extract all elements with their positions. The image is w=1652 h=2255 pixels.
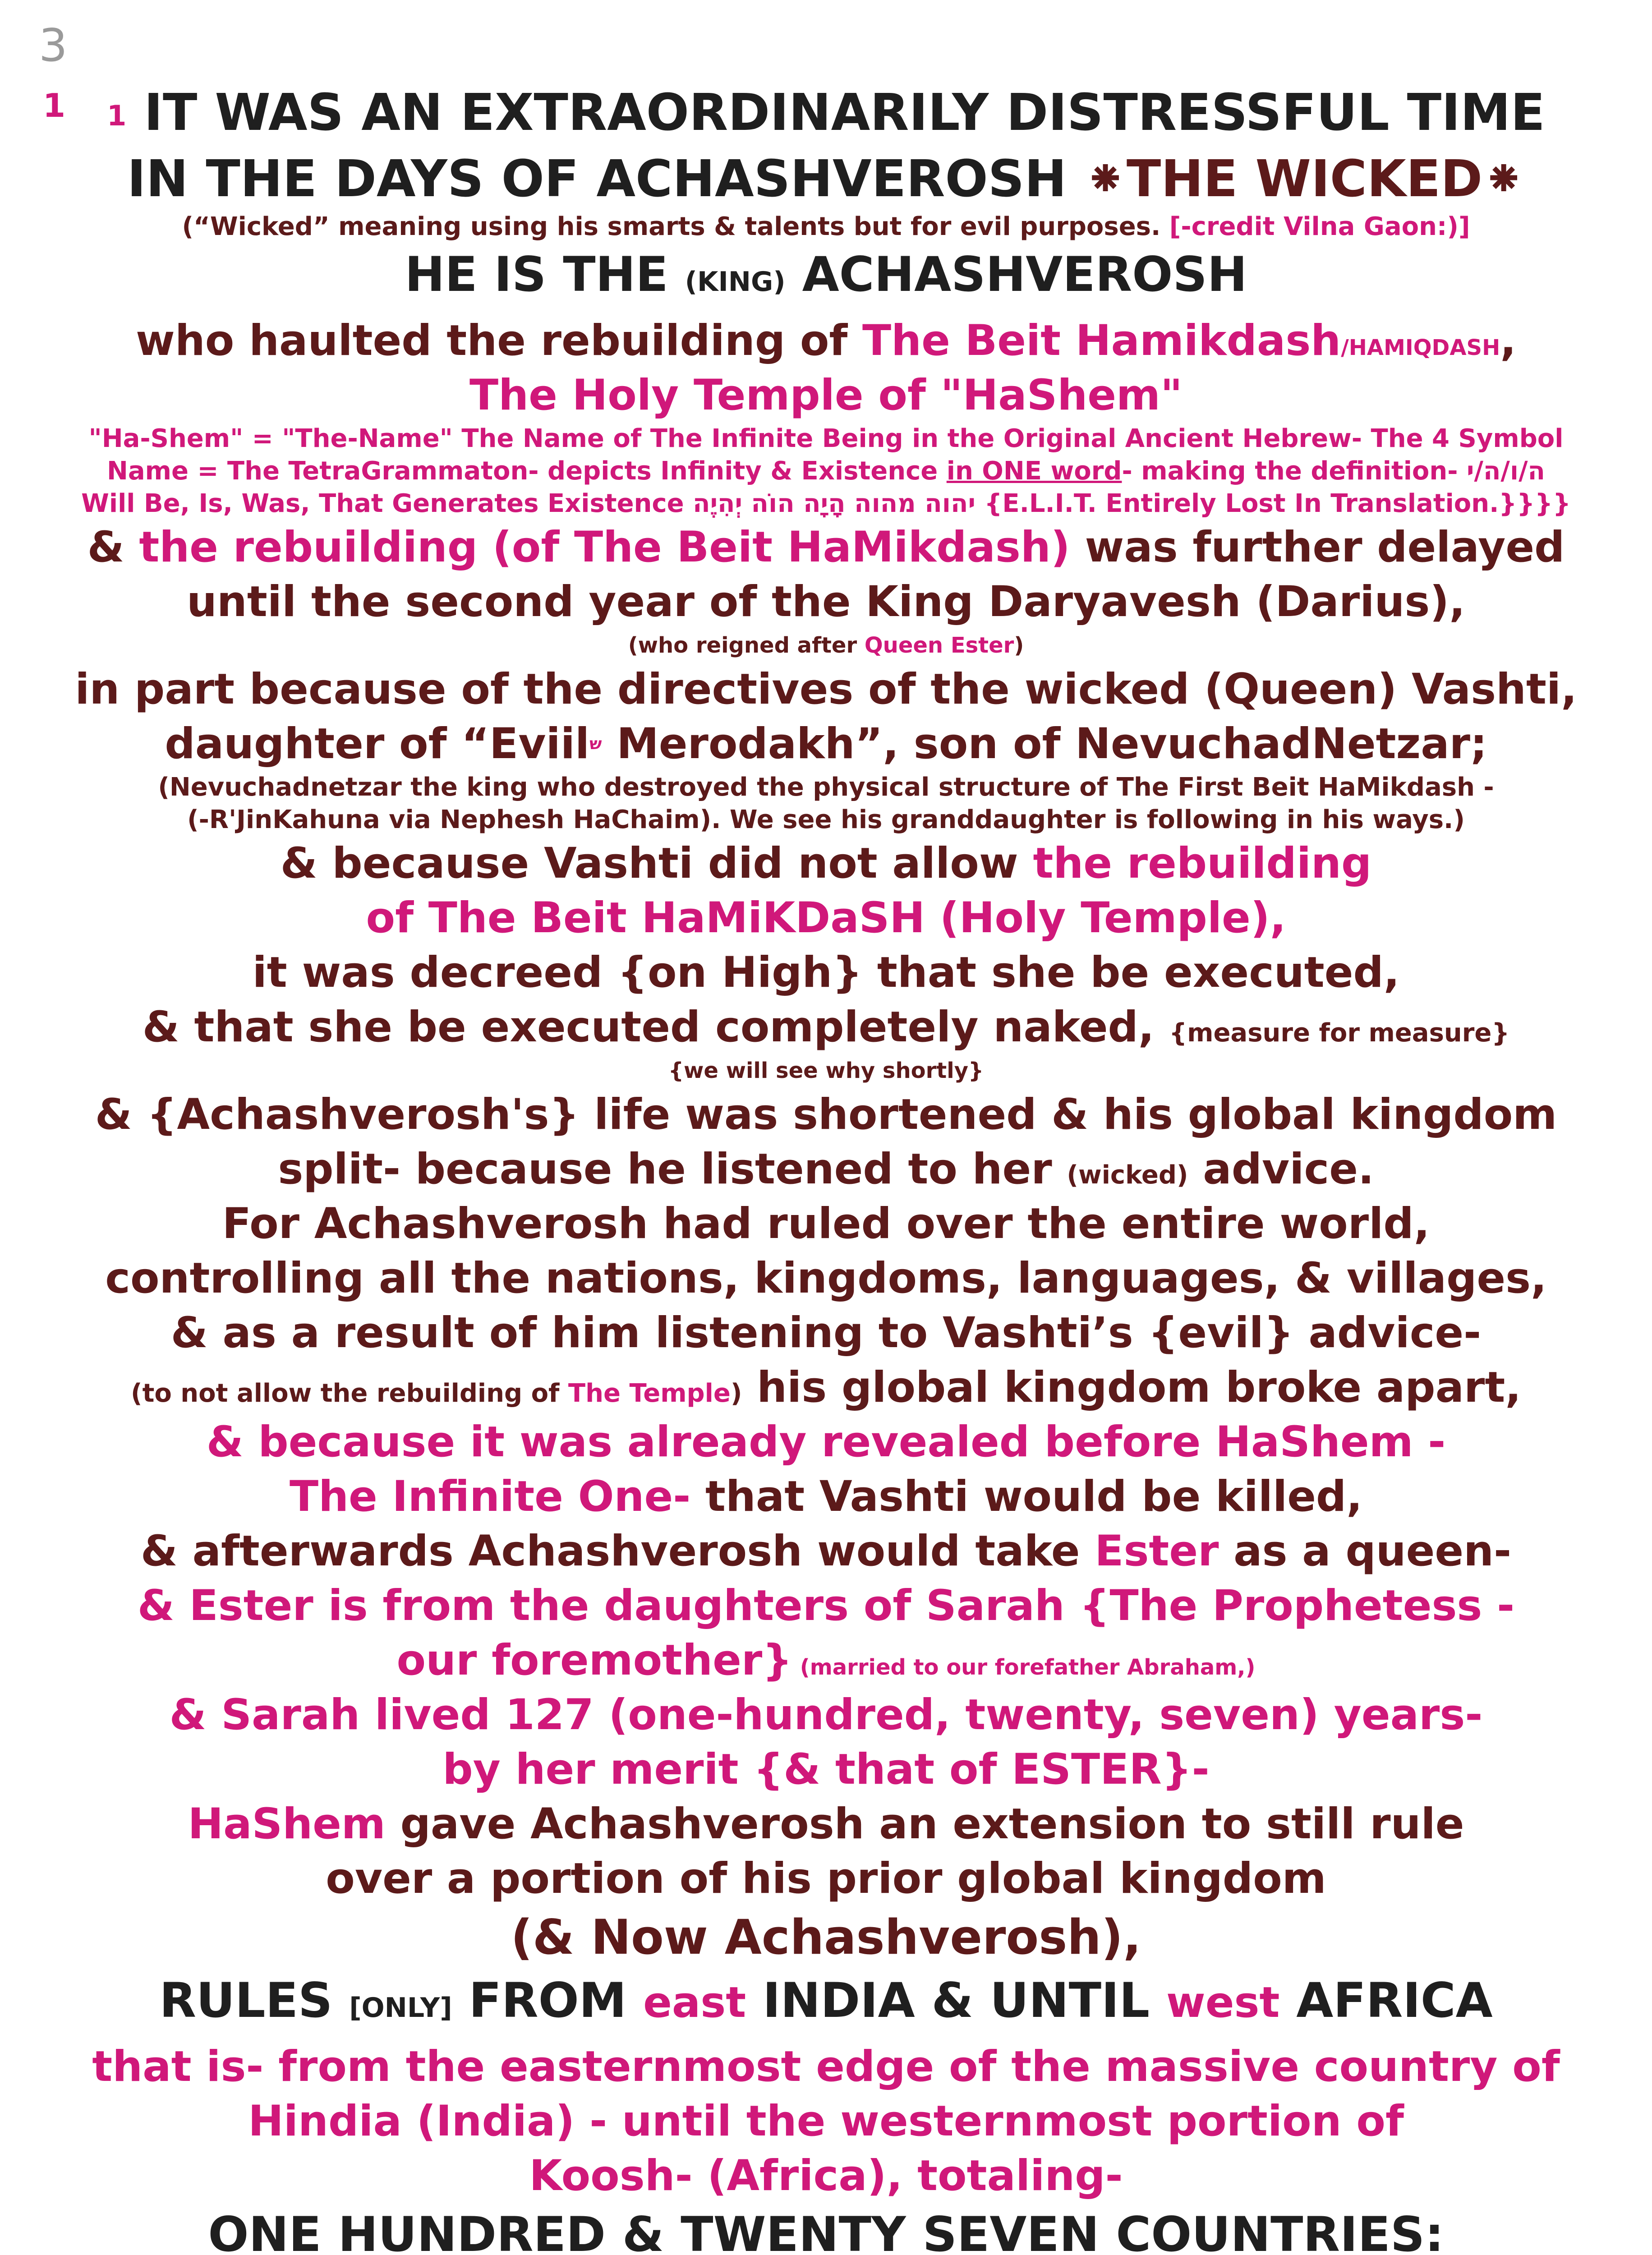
line-20-a: & that she be executed completely naked, bbox=[142, 1003, 1169, 1052]
line-8-b: in ONE word bbox=[946, 456, 1122, 486]
line-38-g: AFRICA bbox=[1279, 1973, 1493, 2028]
line-38-d: east bbox=[643, 1978, 746, 2027]
line-17-b: the rebuilding bbox=[1033, 839, 1372, 888]
line-19: it was decreed {on High} that she be executed, bbox=[252, 948, 1400, 997]
line-22: & {Achashverosh's} life was shortened & his global kingdom bbox=[95, 1090, 1557, 1139]
line-17 bbox=[68, 836, 1584, 891]
line-18: of The Beit HaMiKDaSH (Holy Temple), bbox=[366, 893, 1286, 943]
line-9: Will Be, Is, Was, That Generates Existence יהוה מהוה הָיָה הוֹה יְהִיֶה {E.L.I.T. Entirely Lost In Translation.}}}} bbox=[81, 489, 1571, 518]
line-30-c: as a queen- bbox=[1219, 1527, 1512, 1576]
line-5-c: /HAMIQDASH bbox=[1341, 335, 1500, 360]
line-29-a: The Infinite One- bbox=[290, 1472, 691, 1521]
line-1 bbox=[68, 81, 1584, 147]
line-23-c: advice. bbox=[1188, 1145, 1374, 1194]
line-1-text: IT WAS AN EXTRAORDINARILY DISTRESSFUL TIME bbox=[144, 83, 1545, 142]
line-12-b: Queen Ester bbox=[864, 633, 1014, 658]
line-10-c: was further delayed bbox=[1070, 523, 1565, 572]
line-32-b: (married to our forefather Abraham,) bbox=[792, 1655, 1256, 1680]
line-37 bbox=[68, 1906, 1584, 1969]
line-38-f: west bbox=[1166, 1978, 1280, 2027]
line-24: For Achashverosh had ruled over the entire world, bbox=[222, 1199, 1430, 1248]
line-27-c: ) bbox=[730, 1379, 742, 1408]
verse-number: 1 bbox=[107, 99, 127, 132]
line-10-b: the rebuilding (of The Beit HaMikdash) bbox=[139, 523, 1070, 572]
line-33: & Sarah lived 127 (one-hundred, twenty, seven) years- bbox=[169, 1690, 1483, 1740]
line-42: ONE HUNDRED & TWENTY SEVEN COUNTRIES: bbox=[208, 2207, 1444, 2255]
line-3 bbox=[68, 211, 1584, 243]
asterisk-icon: ⁕ bbox=[1084, 150, 1127, 208]
line-27 bbox=[68, 1360, 1584, 1415]
line-8-c: - making the definition- ה/ו/ה/י bbox=[1122, 456, 1546, 486]
line-29-b: that Vashti would be killed, bbox=[690, 1472, 1362, 1521]
line-23 bbox=[68, 1142, 1584, 1197]
line-35 bbox=[68, 1797, 1584, 1851]
asterisk-icon: ⁕ bbox=[1482, 150, 1525, 208]
line-15: (Nevuchadnetzar the king who destroyed the physical structure of The First Beit HaMikdash - bbox=[158, 773, 1494, 802]
line-14-b: ש bbox=[589, 735, 602, 753]
page-number: 3 bbox=[39, 19, 68, 72]
line-4 bbox=[68, 243, 1584, 313]
line-38 bbox=[68, 1969, 1584, 2039]
line-2-b: THE WICKED bbox=[1126, 150, 1483, 208]
line-3-a: (“Wicked” meaning using his smarts & talents but for evil purposes. bbox=[182, 212, 1169, 241]
line-41: Koosh- (Africa), totaling- bbox=[529, 2151, 1123, 2200]
line-31: & Ester is from the daughters of Sarah {The Prophetess - bbox=[137, 1581, 1515, 1630]
line-10 bbox=[68, 520, 1584, 575]
line-11: until the second year of the King Daryavesh (Darius), bbox=[187, 577, 1465, 626]
line-7: "Ha-Shem" = "The-Name" The Name of The Infinite Being in the Original Ancient Hebrew- The 4 Symbol bbox=[88, 424, 1564, 453]
line-20 bbox=[68, 1000, 1584, 1054]
line-12 bbox=[68, 629, 1584, 662]
line-14-a: daughter of “Eviil bbox=[165, 719, 590, 769]
line-21: {we will see why shortly} bbox=[668, 1058, 984, 1083]
line-2-a: IN THE DAYS OF ACHASHVEROSH bbox=[127, 150, 1085, 208]
line-37-a: ( bbox=[511, 1910, 533, 1965]
line-32 bbox=[68, 1633, 1584, 1688]
line-5-b: The Beit Hamikdash bbox=[862, 316, 1341, 365]
line-36: over a portion of his prior global kingdom bbox=[326, 1854, 1326, 1903]
line-4-b: (KING) bbox=[685, 266, 786, 298]
chapter-number: 1 bbox=[43, 87, 66, 124]
line-4-a: HE IS THE bbox=[405, 247, 685, 302]
line-26: & as a result of him listening to Vashti’s {evil} advice- bbox=[170, 1308, 1482, 1358]
line-3-b: [-credit Vilna Gaon:)] bbox=[1169, 212, 1470, 241]
line-14 bbox=[68, 717, 1584, 771]
line-12-c: ) bbox=[1014, 633, 1024, 658]
line-29 bbox=[68, 1469, 1584, 1524]
line-30-a: & afterwards Achashverosh would take bbox=[140, 1527, 1095, 1576]
line-8-a: Name = The TetraGrammaton- depicts Infinity & Existence bbox=[106, 456, 947, 486]
line-25: controlling all the nations, kingdoms, languages, & villages, bbox=[105, 1254, 1547, 1303]
line-38-b: [ONLY] bbox=[349, 1992, 452, 2024]
verse-text bbox=[68, 81, 1584, 2255]
line-38-c: FROM bbox=[452, 1973, 644, 2028]
line-4-c: ACHASHVEROSH bbox=[785, 247, 1247, 302]
line-10-a: & bbox=[87, 523, 139, 572]
line-27-d: his global kingdom broke apart, bbox=[742, 1363, 1522, 1412]
line-40: Hindia (India) - until the westernmost portion of bbox=[248, 2097, 1404, 2146]
line-35-b: gave Achashverosh an extension to still rule bbox=[385, 1799, 1464, 1849]
line-32-a: our foremother} bbox=[396, 1636, 793, 1685]
line-39: that is- from the easternmost edge of the massive country of bbox=[92, 2042, 1560, 2091]
line-30-b: Ester bbox=[1095, 1527, 1219, 1576]
line-34: by her merit {& that of ESTER}- bbox=[442, 1745, 1210, 1794]
line-27-b: The Temple bbox=[568, 1379, 731, 1408]
line-8 bbox=[68, 455, 1584, 488]
line-20-b: {measure for measure} bbox=[1169, 1018, 1510, 1048]
line-17-a: & because Vashti did not allow bbox=[280, 839, 1033, 888]
line-2 bbox=[68, 147, 1584, 211]
line-23-b: (wicked) bbox=[1067, 1160, 1188, 1190]
line-5-a: who haulted the rebuilding of bbox=[136, 316, 863, 365]
line-38-a: RULES bbox=[159, 1973, 350, 2028]
line-6: The Holy Temple of "HaShem" bbox=[469, 371, 1183, 420]
line-13: in part because of the directives of the wicked (Queen) Vashti, bbox=[75, 665, 1577, 714]
line-35-a: HaShem bbox=[188, 1799, 386, 1849]
line-28: & because it was already revealed before HaShem - bbox=[206, 1417, 1446, 1467]
line-12-a: (who reigned after bbox=[628, 633, 865, 658]
line-14-c: Merodakh”, son of NevuchadNetzar; bbox=[602, 719, 1487, 769]
line-27-a: (to not allow the rebuilding of bbox=[130, 1379, 568, 1408]
line-5-d: , bbox=[1500, 316, 1516, 365]
line-38-e: INDIA & UNTIL bbox=[746, 1973, 1166, 2028]
line-37-b: & Now Achashverosh), bbox=[532, 1910, 1141, 1965]
line-30 bbox=[68, 1524, 1584, 1578]
line-5 bbox=[68, 313, 1584, 368]
line-23-a: split- because he listened to her bbox=[278, 1145, 1067, 1194]
line-16: (-R'JinKahuna via Nephesh HaChaim). We see his granddaughter is following in his ways.) bbox=[187, 805, 1465, 834]
